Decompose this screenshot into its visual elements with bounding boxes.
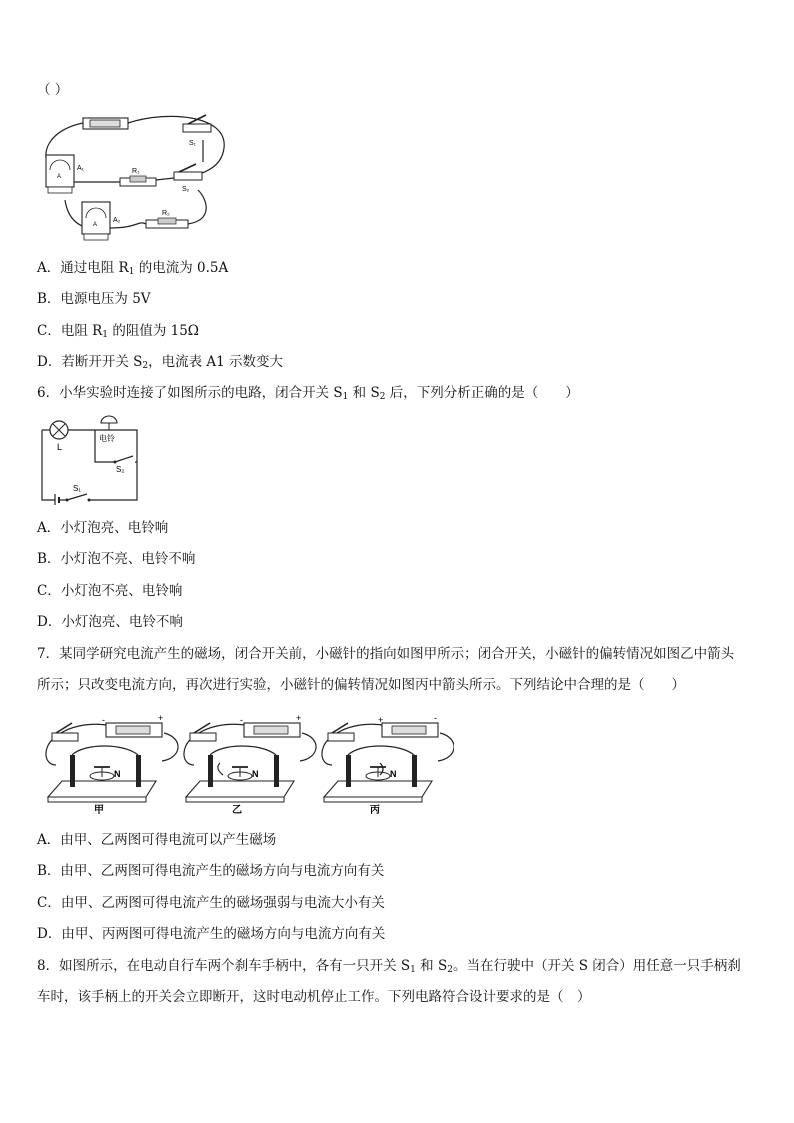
q7-terminal-left: + — [378, 715, 384, 725]
q7-option-c: C．由甲、乙两图可得电流产生的磁场强弱与电流大小有关 — [37, 895, 385, 911]
q7-stem-line1: 7．某同学研究电流产生的磁场，闭合开关前，小磁针的指向如图甲所示；闭合开关，小磁针的偏转情况如图乙中箭头 — [37, 646, 735, 662]
q5-option-a: A．通过电阻 $R_1$ 的电流为 0.5A — [37, 260, 229, 277]
q5-r1-label: R₁ — [132, 168, 140, 175]
q7-terminal-left: - — [240, 715, 243, 725]
q6-lamp-label: L — [57, 442, 63, 452]
q6-s1-label: S₁ — [73, 484, 82, 493]
q5-option-d: D．若断开开关 $S_2$，电流表 A1 示数变大 — [37, 354, 284, 371]
q6-bell-icon — [101, 416, 117, 423]
q6-circuit-figure — [37, 410, 147, 505]
q5-circuit-figure — [38, 110, 238, 250]
q6-s2-label: S₂ — [116, 465, 125, 474]
q5-option-b: B．电源电压为 5V — [37, 291, 151, 307]
q6-option-d: D．小灯泡亮、电铃不响 — [37, 614, 183, 630]
q7-stem-line2: 所示；只改变电流方向，再次进行实验，小磁针的偏转情况如图丙中箭头所示。下列结论中合理的是（ ） — [37, 677, 685, 693]
q5-meter-a1-face: A — [57, 174, 62, 180]
q7-needle-n-label: N — [252, 769, 259, 779]
q6-option-b: B．小灯泡不亮、电铃不响 — [37, 551, 196, 567]
q5-a1-label: A₁ — [77, 165, 85, 172]
q7-needle-n-label: N — [114, 769, 121, 779]
q7-panel-label: 甲 — [94, 805, 104, 816]
q7-option-a: A．由甲、乙两图可得电流可以产生磁场 — [37, 832, 277, 848]
q7-panel-1 — [46, 713, 178, 816]
q6-option-c: C．小灯泡不亮、电铃响 — [37, 583, 183, 599]
q8-stem-line1: 8．如图所示，在电动自行车两个刹车手柄中，各有一只开关 $S_1$ 和 $S_2$。当在行驶中（开关 S 闭合）用任意一只手柄刹 — [37, 958, 741, 975]
q7-terminal-right: + — [296, 713, 302, 723]
q7-option-b: B．由甲、乙两图可得电流产生的磁场方向与电流方向有关 — [37, 863, 385, 879]
q6-option-a: A．小灯泡亮、电铃响 — [37, 520, 169, 536]
q7-needle-n-label: N — [390, 769, 397, 779]
q7-panel-2 — [184, 713, 316, 816]
q7-terminal-right: - — [434, 713, 437, 723]
q7-experiment-figure — [44, 713, 454, 818]
q5-s1-label: S₁ — [189, 140, 197, 147]
q7-panel-label: 乙 — [232, 805, 242, 816]
q5-a2-label: A₂ — [113, 217, 121, 224]
q6-bell-label: 电铃 — [99, 434, 115, 443]
q7-option-d: D．由甲、丙两图可得电流产生的磁场方向与电流方向有关 — [37, 926, 386, 942]
q7-panel-label: 丙 — [370, 805, 380, 816]
q7-panel-3 — [322, 713, 454, 816]
deflection-arrow-icon — [218, 763, 223, 775]
q6-stem: 6．小华实验时连接了如图所示的电路，闭合开关 $S_1$ 和 $S_2$ 后，下列分析正确的是（ ） — [37, 385, 579, 402]
q8-stem-line2: 车时，该手柄上的开关会立即断开，这时电动机停止工作。下列电路符合设计要求的是（ ） — [37, 989, 591, 1005]
q5-s2-label: S₂ — [182, 186, 190, 193]
q5-answer-bracket: （ ） — [37, 82, 69, 98]
q7-terminal-right: + — [158, 713, 164, 723]
q5-option-c: C．电阻 $R_1$ 的阻值为 15Ω — [37, 323, 199, 340]
q5-meter-a2-face: A — [93, 222, 98, 228]
q5-r2-label: R₂ — [162, 210, 170, 217]
q7-terminal-left: - — [102, 715, 105, 725]
